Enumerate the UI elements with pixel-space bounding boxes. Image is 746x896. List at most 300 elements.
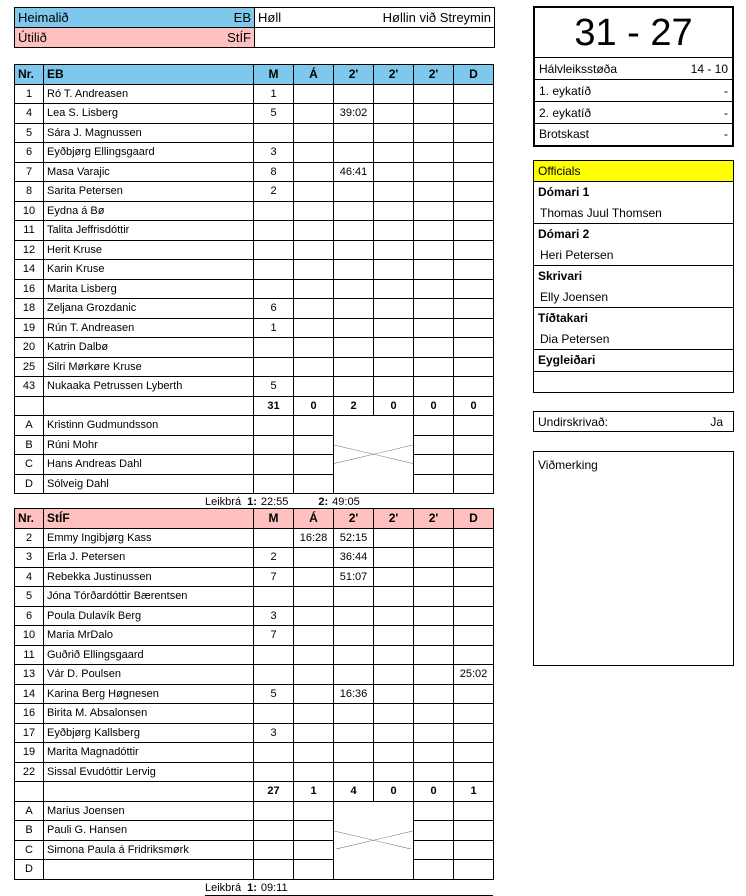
column-header: M (254, 509, 294, 529)
player-stat-m: 1 (254, 318, 294, 338)
player-stat-s2 (374, 684, 414, 704)
player-stat-a (294, 762, 334, 782)
official-blank (254, 801, 294, 821)
official-blank (414, 860, 454, 880)
official-name: Sólveig Dahl (44, 474, 254, 494)
home-code: EB (233, 10, 251, 25)
player-stat-d (454, 299, 494, 319)
player-stat-s1: 52:15 (334, 528, 374, 548)
official-blank (254, 840, 294, 860)
player-stat-d (454, 318, 494, 338)
player-name: Erla J. Petersen (44, 548, 254, 568)
player-stat-s3 (414, 162, 454, 182)
player-name: Guðrið Ellingsgaard (44, 645, 254, 665)
player-stat-m (254, 528, 294, 548)
totals-blank (44, 782, 254, 802)
player-stat-a (294, 626, 334, 646)
crossed-cell (334, 416, 414, 494)
player-row (15, 723, 494, 743)
player-stat-s1 (334, 240, 374, 260)
player-stat-a (294, 743, 334, 763)
player-stat-s2 (374, 123, 414, 143)
official-blank (254, 435, 294, 455)
player-name: Masa Varajic (44, 162, 254, 182)
player-row (15, 357, 494, 377)
player-stat-s2 (374, 704, 414, 724)
player-name: Herit Kruse (44, 240, 254, 260)
away-label: Útilið (18, 30, 47, 45)
teamA-roster-table (14, 64, 494, 494)
player-stat-d (454, 240, 494, 260)
venue-empty-cell (255, 28, 495, 48)
team-official-row (15, 416, 494, 436)
player-stat-d (454, 260, 494, 280)
column-header: Á (294, 509, 334, 529)
totals-blank (15, 396, 44, 416)
player-row (15, 240, 494, 260)
player-stat-s2 (374, 606, 414, 626)
timeout-number: 2: (318, 496, 329, 508)
player-stat-a (294, 684, 334, 704)
player-stat-a (294, 645, 334, 665)
player-name: Emmy Ingibjørg Kass (44, 528, 254, 548)
player-stat-m: 3 (254, 143, 294, 163)
player-number: 12 (15, 240, 44, 260)
player-stat-d (454, 723, 494, 743)
crossed-cell (334, 801, 414, 879)
timeout-label: Leikbrá (205, 881, 242, 894)
official-name: Hans Andreas Dahl (44, 455, 254, 475)
timekeeper-label: Tíðtakari (538, 311, 589, 325)
player-stat-a (294, 587, 334, 607)
player-stat-s2 (374, 357, 414, 377)
player-row (15, 704, 494, 724)
player-stat-s3 (414, 338, 454, 358)
official-code: A (15, 801, 44, 821)
player-row (15, 548, 494, 568)
player-stat-s2 (374, 201, 414, 221)
player-stat-s3 (414, 704, 454, 724)
player-stat-s3 (414, 318, 454, 338)
team-official-row (15, 860, 494, 880)
official-code: A (15, 416, 44, 436)
column-header: 2' (414, 65, 454, 85)
team-official-row (15, 840, 494, 860)
player-number: 14 (15, 684, 44, 704)
player-stat-s3 (414, 684, 454, 704)
official-blank (414, 435, 454, 455)
player-name: Poula Dulavík Berg (44, 606, 254, 626)
player-stat-s1 (334, 84, 374, 104)
player-stat-a (294, 377, 334, 397)
player-stat-m (254, 338, 294, 358)
player-stat-d (454, 528, 494, 548)
player-stat-s3 (414, 762, 454, 782)
official-blank (454, 801, 494, 821)
player-stat-s3 (414, 299, 454, 319)
totals-blank (15, 782, 44, 802)
player-stat-s2 (374, 240, 414, 260)
player-stat-s3 (414, 626, 454, 646)
official-name: Marius Joensen (44, 801, 254, 821)
player-number: 16 (15, 704, 44, 724)
player-stat-s2 (374, 645, 414, 665)
official-code: D (15, 860, 44, 880)
official-blank (294, 860, 334, 880)
column-header: M (254, 65, 294, 85)
player-stat-a (294, 260, 334, 280)
official-blank (414, 840, 454, 860)
player-stat-s2 (374, 548, 414, 568)
player-stat-m (254, 240, 294, 260)
venue-label: Høll (258, 10, 282, 25)
player-stat-d (454, 743, 494, 763)
player-stat-a (294, 567, 334, 587)
player-row (15, 84, 494, 104)
team-name-header: StÍF (44, 509, 254, 529)
player-stat-a: 16:28 (294, 528, 334, 548)
official-blank (294, 435, 334, 455)
venue-name: Høllin við Streymin (382, 10, 491, 25)
player-row (15, 665, 494, 685)
player-stat-a (294, 221, 334, 241)
team-official-row (15, 821, 494, 841)
player-row (15, 684, 494, 704)
official-blank (254, 416, 294, 436)
official-blank (454, 860, 494, 880)
player-stat-d (454, 123, 494, 143)
player-stat-s1 (334, 318, 374, 338)
official-code: C (15, 840, 44, 860)
official-blank (294, 455, 334, 475)
player-name: Vár D. Poulsen (44, 665, 254, 685)
player-stat-a (294, 723, 334, 743)
official-blank (454, 821, 494, 841)
official-blank (254, 860, 294, 880)
player-stat-s3 (414, 665, 454, 685)
player-row (15, 377, 494, 397)
player-stat-s2 (374, 587, 414, 607)
player-stat-s1 (334, 645, 374, 665)
column-header: 2' (374, 509, 414, 529)
player-stat-a (294, 548, 334, 568)
player-stat-m: 6 (254, 299, 294, 319)
player-stat-s1 (334, 123, 374, 143)
player-name: Silri Mørkøre Kruse (44, 357, 254, 377)
roster-header-row (15, 509, 494, 529)
player-stat-m (254, 279, 294, 299)
column-header: 2' (374, 65, 414, 85)
player-row (15, 762, 494, 782)
official-name: Pauli G. Hansen (44, 821, 254, 841)
timeout-number: 1: (247, 881, 257, 894)
player-stat-a (294, 201, 334, 221)
player-stat-s2 (374, 182, 414, 202)
player-stat-m: 5 (254, 104, 294, 124)
ext2-value: - (724, 106, 728, 120)
player-name: Maria MrDalo (44, 626, 254, 646)
total-s2: 0 (374, 396, 414, 416)
player-stat-s2 (374, 626, 414, 646)
player-stat-s3 (414, 567, 454, 587)
player-number: 13 (15, 665, 44, 685)
remarks-box (533, 451, 734, 666)
player-stat-s3 (414, 279, 454, 299)
match-header (14, 7, 495, 48)
player-name: Sarita Petersen (44, 182, 254, 202)
player-stat-s3 (414, 645, 454, 665)
player-stat-s2 (374, 84, 414, 104)
player-stat-a (294, 665, 334, 685)
player-stat-s3 (414, 723, 454, 743)
player-stat-s1 (334, 221, 374, 241)
player-number: 5 (15, 587, 44, 607)
player-stat-s2 (374, 299, 414, 319)
player-row (15, 260, 494, 280)
player-number: 6 (15, 143, 44, 163)
referee1-name: Thomas Juul Thomsen (534, 203, 733, 224)
player-stat-s1 (334, 762, 374, 782)
ext1-value: - (724, 84, 728, 98)
player-stat-s2 (374, 665, 414, 685)
official-blank (294, 801, 334, 821)
official-name: Simona Paula á Fridriksmørk (44, 840, 254, 860)
player-stat-s2 (374, 162, 414, 182)
column-header: 2' (334, 509, 374, 529)
player-number: 19 (15, 743, 44, 763)
team-official-row (15, 435, 494, 455)
player-stat-s1 (334, 626, 374, 646)
player-stat-s1 (334, 201, 374, 221)
player-number: 2 (15, 528, 44, 548)
player-stat-m (254, 704, 294, 724)
player-number: 11 (15, 645, 44, 665)
player-stat-d (454, 357, 494, 377)
referee2-label: Dómari 2 (538, 227, 590, 241)
official-blank (294, 416, 334, 436)
teamB-timeouts (205, 881, 493, 896)
player-name: Zeljana Grozdanic (44, 299, 254, 319)
player-stat-d (454, 221, 494, 241)
player-number: 18 (15, 299, 44, 319)
player-number: 10 (15, 201, 44, 221)
player-stat-m (254, 587, 294, 607)
player-row (15, 221, 494, 241)
totals-blank (44, 396, 254, 416)
signed-value: Ja (710, 415, 723, 429)
player-stat-d (454, 279, 494, 299)
player-stat-s3 (414, 548, 454, 568)
player-number: 7 (15, 162, 44, 182)
player-stat-s2 (374, 143, 414, 163)
player-stat-s2 (374, 221, 414, 241)
player-stat-a (294, 104, 334, 124)
player-name: Marita Lisberg (44, 279, 254, 299)
player-stat-d (454, 182, 494, 202)
player-stat-m (254, 743, 294, 763)
player-name: Eyðbjørg Kallsberg (44, 723, 254, 743)
player-stat-s2 (374, 377, 414, 397)
player-row (15, 279, 494, 299)
player-number: 16 (15, 279, 44, 299)
player-stat-m: 3 (254, 606, 294, 626)
player-stat-s3 (414, 143, 454, 163)
official-code: D (15, 474, 44, 494)
total-a: 0 (294, 396, 334, 416)
ext1-row (535, 80, 732, 102)
total-a: 1 (294, 782, 334, 802)
player-stat-a (294, 84, 334, 104)
timeout-time: 09:11 (260, 881, 288, 894)
player-stat-d (454, 143, 494, 163)
home-team-cell (15, 8, 255, 28)
player-stat-d (454, 548, 494, 568)
player-number: 4 (15, 567, 44, 587)
player-name: Lea S. Lisberg (44, 104, 254, 124)
player-name: Ró T. Andreasen (44, 84, 254, 104)
player-row (15, 143, 494, 163)
player-stat-s1 (334, 143, 374, 163)
column-header: D (454, 509, 494, 529)
total-d: 1 (454, 782, 494, 802)
player-stat-s1 (334, 279, 374, 299)
player-stat-d (454, 587, 494, 607)
player-stat-s1: 51:07 (334, 567, 374, 587)
ext2-label: 2. eykatíð (539, 106, 592, 120)
timeout-time: 22:55 (260, 496, 289, 508)
column-header: 2' (414, 509, 454, 529)
teamB-roster-table (14, 508, 494, 880)
player-row (15, 626, 494, 646)
player-name: Karin Kruse (44, 260, 254, 280)
signed-box (533, 411, 734, 432)
player-stat-a (294, 182, 334, 202)
official-blank (254, 821, 294, 841)
player-name: Nukaaka Petrussen Lyberth (44, 377, 254, 397)
player-stat-s1 (334, 260, 374, 280)
player-stat-s3 (414, 123, 454, 143)
player-name: Eydna á Bø (44, 201, 254, 221)
player-name: Sissal Evudóttir Lervig (44, 762, 254, 782)
player-stat-s1 (334, 665, 374, 685)
player-stat-a (294, 279, 334, 299)
official-blank (454, 455, 494, 475)
official-blank (454, 840, 494, 860)
official-blank (254, 455, 294, 475)
player-row (15, 162, 494, 182)
player-stat-s3 (414, 743, 454, 763)
cross-mark-icon (334, 445, 413, 464)
player-stat-s1 (334, 723, 374, 743)
player-stat-a (294, 143, 334, 163)
player-number: 19 (15, 318, 44, 338)
player-stat-d (454, 684, 494, 704)
player-stat-s2 (374, 279, 414, 299)
player-number: 17 (15, 723, 44, 743)
timeout-time: 49:05 (332, 496, 360, 508)
player-stat-m (254, 665, 294, 685)
ext2-row (535, 102, 732, 124)
official-blank (414, 416, 454, 436)
away-code: StÍF (227, 30, 251, 45)
referee2-name: Heri Petersen (534, 245, 733, 266)
player-number: 25 (15, 357, 44, 377)
officials-title: Officials (534, 161, 733, 182)
player-stat-s2 (374, 260, 414, 280)
player-stat-s2 (374, 723, 414, 743)
player-row (15, 587, 494, 607)
player-stat-a (294, 240, 334, 260)
officials-box (533, 160, 734, 393)
total-d: 0 (454, 396, 494, 416)
official-code: B (15, 435, 44, 455)
nr-header: Nr. (15, 65, 44, 85)
total-s3: 0 (414, 782, 454, 802)
player-name: Karina Berg Høgnesen (44, 684, 254, 704)
player-stat-m (254, 762, 294, 782)
player-number: 14 (15, 260, 44, 280)
column-header: D (454, 65, 494, 85)
player-stat-m (254, 123, 294, 143)
nr-header: Nr. (15, 509, 44, 529)
player-stat-s1 (334, 338, 374, 358)
player-stat-s3 (414, 104, 454, 124)
player-stat-s1 (334, 587, 374, 607)
player-row (15, 645, 494, 665)
score-box (533, 6, 734, 147)
player-stat-s2 (374, 567, 414, 587)
player-stat-m: 8 (254, 162, 294, 182)
supervisor-label: Eygleiðari (538, 353, 596, 367)
team-official-row (15, 474, 494, 494)
final-score: 31 - 27 (535, 8, 732, 58)
player-stat-s3 (414, 587, 454, 607)
official-blank (414, 801, 454, 821)
player-stat-s1 (334, 357, 374, 377)
player-stat-s3 (414, 528, 454, 548)
player-stat-m (254, 260, 294, 280)
player-stat-d (454, 626, 494, 646)
player-stat-s2 (374, 104, 414, 124)
home-label: Heimalið (18, 10, 69, 25)
player-stat-s2 (374, 762, 414, 782)
player-stat-m (254, 201, 294, 221)
player-number: 43 (15, 377, 44, 397)
player-stat-s2 (374, 338, 414, 358)
player-row (15, 743, 494, 763)
player-stat-m: 7 (254, 626, 294, 646)
player-row (15, 299, 494, 319)
player-stat-s1 (334, 743, 374, 763)
player-name: Katrin Dalbø (44, 338, 254, 358)
official-blank (294, 840, 334, 860)
player-stat-s1: 36:44 (334, 548, 374, 568)
official-blank (454, 416, 494, 436)
player-stat-m: 1 (254, 84, 294, 104)
player-stat-m: 7 (254, 567, 294, 587)
column-header: Á (294, 65, 334, 85)
official-blank (294, 821, 334, 841)
player-stat-d (454, 377, 494, 397)
player-number: 5 (15, 123, 44, 143)
player-stat-d (454, 162, 494, 182)
official-blank (414, 474, 454, 494)
player-row (15, 528, 494, 548)
player-stat-m: 2 (254, 548, 294, 568)
player-stat-d (454, 762, 494, 782)
player-stat-m: 3 (254, 723, 294, 743)
halftime-value: 14 - 10 (690, 62, 728, 76)
